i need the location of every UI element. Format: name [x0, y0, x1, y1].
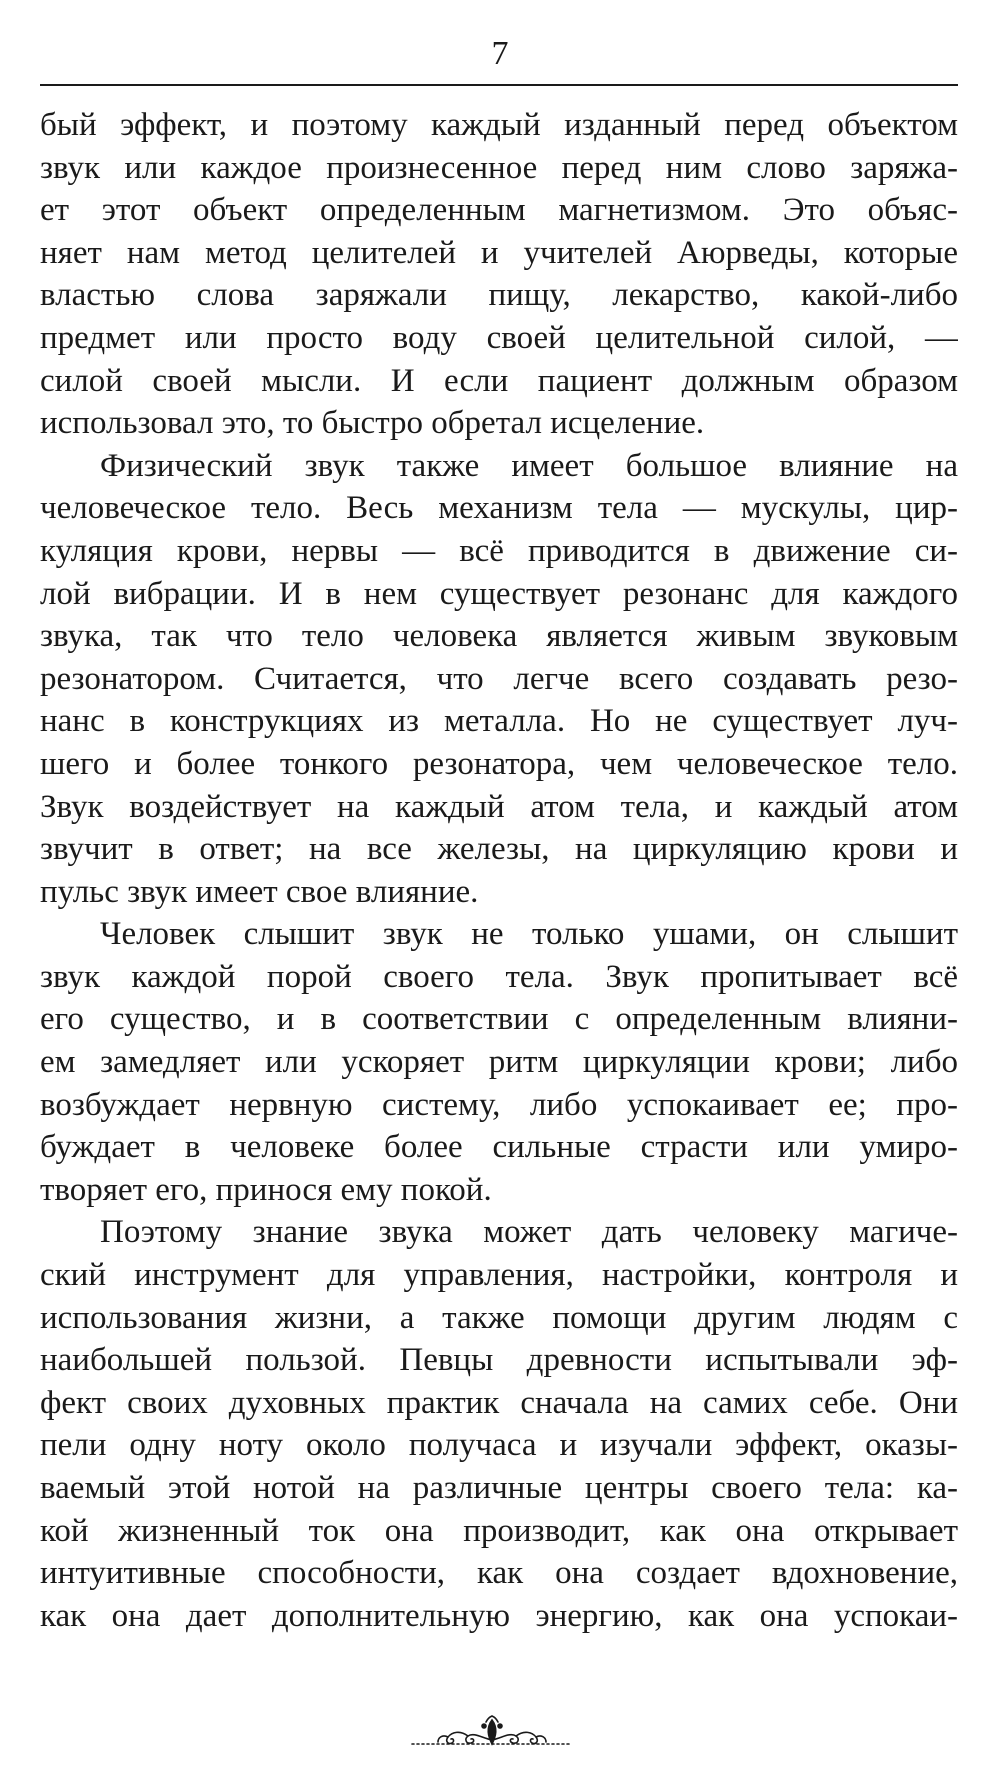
text-line: творяет его, принося ему покой. — [40, 1171, 492, 1208]
text-line: его существо, и в соответствии с определенным влияни- — [40, 1001, 958, 1038]
text-line: предмет или просто воду своей целительной силой, — — [40, 319, 958, 356]
text-line: шего и более тонкого резонатора, чем человеческое тело. — [40, 745, 958, 782]
text-line: использования жизни, а также помощи другим людям с — [40, 1299, 958, 1336]
text-line: ет этот объект определенным магнетизмом. Это объяс- — [40, 192, 958, 229]
text-line: ем замедляет или ускоряет ритм циркуляции крови; либо — [40, 1044, 958, 1081]
text-line: фект своих духовных практик сначала на самих себе. Они — [40, 1384, 958, 1421]
text-line: бый эффект, и поэтому каждый изданный перед объектом — [40, 107, 958, 143]
text-line: звук каждой порой своего тела. Звук пропитывает всё — [40, 958, 958, 995]
text-line: силой своей мысли. И если пациент должным образом — [40, 362, 958, 399]
text-line: резонатором. Считается, что легче всего создавать резо- — [40, 660, 958, 697]
text-line: няет нам метод целителей и учителей Аюрведы, которые — [40, 234, 958, 271]
text-line: звука, так что тело человека является живым звуковым — [40, 618, 958, 655]
text-line: Поэтому знание звука может дать человеку магиче- — [100, 1214, 958, 1251]
text-line: ский инструмент для управления, настройки, контроля и — [40, 1257, 958, 1294]
text-line: лой вибрации. И в нем существует резонанс для каждого — [40, 575, 958, 612]
text-line: куляция крови, нервы — всё приводится в движение си- — [40, 532, 958, 569]
text-line: Физический звук также имеет большое влияние на — [100, 447, 958, 484]
body-text — [40, 104, 958, 1637]
header-rule — [40, 84, 958, 86]
text-line: наибольшей пользой. Певцы древности испытывали эф- — [40, 1342, 958, 1379]
text-line: властью слова заряжали пищу, лекарство, какой-либо — [40, 277, 958, 314]
text-line: ваемый этой нотой на различные центры своего тела: ка- — [40, 1470, 958, 1506]
text-line: Человек слышит звук не только ушами, он слышит — [100, 916, 958, 953]
text-line: буждает в человеке более сильные страсти или умиро- — [40, 1129, 958, 1166]
text-line: использовал это, то быстро обретал исцеление. — [40, 405, 705, 442]
text-line: как она дает дополнительную энергию, как она успокаи- — [40, 1597, 958, 1634]
text-line: пульс звук имеет свое влияние. — [40, 873, 479, 910]
text-line: кой жизненный ток она производит, как она открывает — [40, 1512, 958, 1549]
page-number: 7 — [491, 35, 509, 72]
text-line: интуитивные способности, как она создает вдохновение, — [40, 1555, 958, 1592]
text-line: пели одну ноту около получаса и изучали эффект, оказы- — [40, 1427, 958, 1464]
text-line: звучит в ответ; на все железы, на циркуляцию крови и — [40, 831, 958, 868]
text-line: Звук воздействует на каждый атом тела, и каждый атом — [40, 788, 958, 825]
text-line: возбуждает нервную систему, либо успокаивает ее; про- — [40, 1086, 958, 1123]
ornament-flourish-icon — [408, 1714, 576, 1750]
text-line: нанс в конструкциях из металла. Но не существует луч- — [40, 703, 958, 740]
text-line: звук или каждое произнесенное перед ним слово заряжа- — [40, 149, 958, 186]
text-line: человеческое тело. Весь механизм тела — мускулы, цир- — [40, 490, 958, 527]
